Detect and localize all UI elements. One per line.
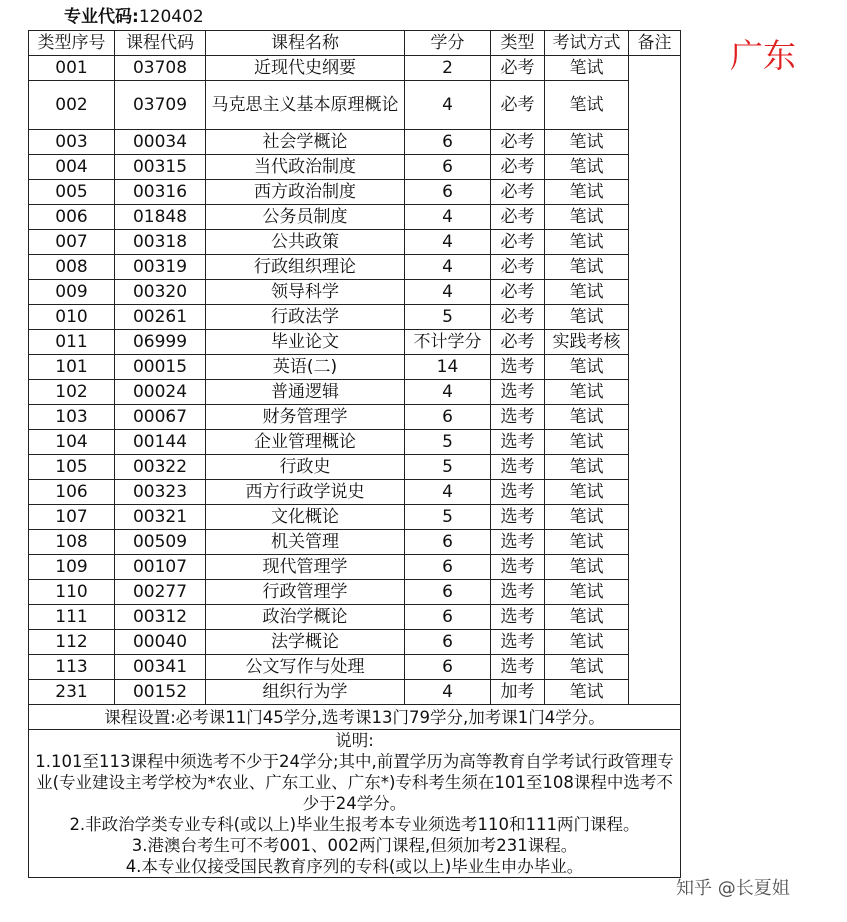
row-seq-cell: 231: [29, 680, 115, 705]
type-cell: 必考: [491, 330, 545, 355]
type-cell: 必考: [491, 155, 545, 180]
course-name-cell: 西方行政学说史: [206, 480, 405, 505]
row-seq-cell: 010: [29, 305, 115, 330]
exam-method-cell: 笔试: [545, 430, 629, 455]
credit-cell: 5: [405, 455, 491, 480]
course-name-cell: 企业管理概论: [206, 430, 405, 455]
note-item: 1.101至113课程中须选考不少于24学分;其中,前置学历为高等教育自学考试行政管理专业(专业建设主考学校为*农业、广东工业、广东*)专科考生须在101至108课程中选考不少于24学分。: [35, 752, 674, 813]
type-cell: 选考: [491, 355, 545, 380]
table-row: [29, 81, 681, 130]
type-cell: 必考: [491, 56, 545, 81]
type-cell: 必考: [491, 255, 545, 280]
course-name-cell: 公共政策: [206, 230, 405, 255]
course-name-cell: 现代管理学: [206, 555, 405, 580]
type-cell: 选考: [491, 505, 545, 530]
course-code-cell: 00323: [115, 480, 206, 505]
course-name-cell: 行政管理学: [206, 580, 405, 605]
header-cell: 课程代码: [115, 31, 206, 56]
row-seq-cell: 112: [29, 630, 115, 655]
course-table: [28, 30, 681, 878]
credit-cell: 6: [405, 180, 491, 205]
course-name-cell: 政治学概论: [206, 605, 405, 630]
table-row: [29, 155, 681, 180]
course-code-cell: 00040: [115, 630, 206, 655]
course-name-cell: 财务管理学: [206, 405, 405, 430]
credit-cell: 4: [405, 380, 491, 405]
type-cell: 选考: [491, 380, 545, 405]
table-row: [29, 405, 681, 430]
exam-method-cell: 笔试: [545, 280, 629, 305]
course-name-cell: 法学概论: [206, 630, 405, 655]
row-seq-cell: 102: [29, 380, 115, 405]
table-row: [29, 305, 681, 330]
course-name-cell: 行政史: [206, 455, 405, 480]
table-row: [29, 505, 681, 530]
credit-cell: 4: [405, 255, 491, 280]
region-label: 广东: [730, 36, 796, 75]
course-code-cell: 00277: [115, 580, 206, 605]
credit-cell: 6: [405, 530, 491, 555]
course-name-cell: 马克思主义基本原理概论: [206, 81, 405, 130]
course-name-cell: 组织行为学: [206, 680, 405, 705]
table-row: [29, 430, 681, 455]
table-row: [29, 330, 681, 355]
course-code-cell: 06999: [115, 330, 206, 355]
credit-cell: 6: [405, 130, 491, 155]
credit-cell: 5: [405, 430, 491, 455]
row-seq-cell: 103: [29, 405, 115, 430]
credit-cell: 4: [405, 680, 491, 705]
row-seq-cell: 002: [29, 81, 115, 130]
type-cell: 选考: [491, 430, 545, 455]
major-code: [64, 2, 204, 27]
row-seq-cell: 001: [29, 56, 115, 81]
exam-method-cell: 笔试: [545, 205, 629, 230]
row-seq-cell: 104: [29, 430, 115, 455]
course-name-cell: 公文写作与处理: [206, 655, 405, 680]
type-cell: 必考: [491, 280, 545, 305]
table-row: [29, 680, 681, 705]
header-cell: 课程名称: [206, 31, 405, 56]
row-seq-cell: 007: [29, 230, 115, 255]
course-name-cell: 领导科学: [206, 280, 405, 305]
table-row: [29, 180, 681, 205]
exam-method-cell: 笔试: [545, 230, 629, 255]
note-item: 2.非政治学类专业专科(或以上)毕业生报考本专业须选考110和111两门课程。: [69, 815, 640, 834]
credit-cell: 6: [405, 630, 491, 655]
note-item: 3.港澳台考生可不考001、002两门课程,但须加考231课程。: [131, 836, 578, 855]
course-code-cell: 00024: [115, 380, 206, 405]
course-summary: 课程设置:必考课11门45学分,选考课13门79学分,加考课1门4学分。: [29, 705, 681, 730]
header-cell: 考试方式: [545, 31, 629, 56]
exam-method-cell: 笔试: [545, 305, 629, 330]
type-cell: 选考: [491, 630, 545, 655]
course-code-cell: 00315: [115, 155, 206, 180]
course-name-cell: 机关管理: [206, 530, 405, 555]
table-row: [29, 605, 681, 630]
credit-cell: 4: [405, 230, 491, 255]
table-row: [29, 56, 681, 81]
row-seq-cell: 009: [29, 280, 115, 305]
exam-method-cell: 笔试: [545, 130, 629, 155]
exam-method-cell: 笔试: [545, 455, 629, 480]
course-code-cell: 00261: [115, 305, 206, 330]
remarks-cell: [629, 56, 681, 705]
exam-method-cell: 笔试: [545, 605, 629, 630]
course-name-cell: 英语(二): [206, 355, 405, 380]
row-seq-cell: 105: [29, 455, 115, 480]
credit-cell: 6: [405, 580, 491, 605]
credit-cell: 6: [405, 605, 491, 630]
table-row: [29, 230, 681, 255]
course-code-cell: 00067: [115, 405, 206, 430]
credit-cell: 6: [405, 405, 491, 430]
course-code-cell: 00034: [115, 130, 206, 155]
type-cell: 必考: [491, 305, 545, 330]
course-code-cell: 00341: [115, 655, 206, 680]
header-cell: 类型: [491, 31, 545, 56]
course-code-cell: 00509: [115, 530, 206, 555]
credit-cell: 5: [405, 505, 491, 530]
header-cell: 类型序号: [29, 31, 115, 56]
type-cell: 选考: [491, 530, 545, 555]
course-code-cell: 01848: [115, 205, 206, 230]
table-row: [29, 630, 681, 655]
credit-cell: 6: [405, 655, 491, 680]
course-code-cell: 00015: [115, 355, 206, 380]
row-seq-cell: 006: [29, 205, 115, 230]
credit-cell: 14: [405, 355, 491, 380]
row-seq-cell: 107: [29, 505, 115, 530]
row-seq-cell: 109: [29, 555, 115, 580]
course-code-cell: 00152: [115, 680, 206, 705]
table-row: [29, 580, 681, 605]
type-cell: 选考: [491, 455, 545, 480]
note-item: 4.本专业仅接受国民教育序列的专科(或以上)毕业生申办毕业。: [125, 857, 584, 876]
type-cell: 必考: [491, 81, 545, 130]
row-seq-cell: 011: [29, 330, 115, 355]
credit-cell: 5: [405, 305, 491, 330]
major-code-value: 120402: [138, 7, 204, 27]
credit-cell: 不计学分: [405, 330, 491, 355]
header-cell: 学分: [405, 31, 491, 56]
course-name-cell: 行政法学: [206, 305, 405, 330]
header-cell: 备注: [629, 31, 681, 56]
table-row: [29, 530, 681, 555]
credit-cell: 6: [405, 155, 491, 180]
major-code-label: 专业代码:: [64, 7, 139, 27]
exam-method-cell: 笔试: [545, 255, 629, 280]
type-cell: 必考: [491, 205, 545, 230]
course-name-cell: 社会学概论: [206, 130, 405, 155]
table-row: [29, 130, 681, 155]
row-seq-cell: 111: [29, 605, 115, 630]
credit-cell: 4: [405, 205, 491, 230]
table-row: [29, 255, 681, 280]
type-cell: 选考: [491, 580, 545, 605]
table-row: [29, 355, 681, 380]
course-code-cell: 00318: [115, 230, 206, 255]
row-seq-cell: 106: [29, 480, 115, 505]
exam-method-cell: 笔试: [545, 56, 629, 81]
course-code-cell: 00322: [115, 455, 206, 480]
course-code-cell: 00319: [115, 255, 206, 280]
exam-method-cell: 笔试: [545, 405, 629, 430]
table-row: [29, 455, 681, 480]
course-name-cell: 行政组织理论: [206, 255, 405, 280]
course-code-cell: 00107: [115, 555, 206, 580]
course-code-cell: 03708: [115, 56, 206, 81]
course-name-cell: 公务员制度: [206, 205, 405, 230]
table-row: [29, 280, 681, 305]
row-seq-cell: 008: [29, 255, 115, 280]
type-cell: 选考: [491, 405, 545, 430]
exam-method-cell: 笔试: [545, 680, 629, 705]
exam-method-cell: 笔试: [545, 530, 629, 555]
credit-cell: 4: [405, 280, 491, 305]
type-cell: 加考: [491, 680, 545, 705]
credit-cell: 6: [405, 555, 491, 580]
type-cell: 选考: [491, 480, 545, 505]
exam-method-cell: 笔试: [545, 655, 629, 680]
notes-title: 说明:: [335, 731, 374, 750]
course-name-cell: 毕业论文: [206, 330, 405, 355]
table-header-row: [29, 31, 681, 56]
course-name-cell: 普通逻辑: [206, 380, 405, 405]
course-name-cell: 文化概论: [206, 505, 405, 530]
type-cell: 选考: [491, 655, 545, 680]
type-cell: 必考: [491, 130, 545, 155]
course-code-cell: 00320: [115, 280, 206, 305]
credit-cell: 4: [405, 81, 491, 130]
type-cell: 选考: [491, 555, 545, 580]
table-row: [29, 655, 681, 680]
course-code-cell: 00312: [115, 605, 206, 630]
type-cell: 必考: [491, 230, 545, 255]
course-name-cell: 西方政治制度: [206, 180, 405, 205]
row-seq-cell: 110: [29, 580, 115, 605]
course-name-cell: 当代政治制度: [206, 155, 405, 180]
course-code-cell: 00316: [115, 180, 206, 205]
exam-method-cell: 笔试: [545, 630, 629, 655]
exam-method-cell: 笔试: [545, 480, 629, 505]
exam-method-cell: 笔试: [545, 355, 629, 380]
exam-method-cell: 笔试: [545, 555, 629, 580]
exam-method-cell: 笔试: [545, 180, 629, 205]
course-code-cell: 00144: [115, 430, 206, 455]
course-code-cell: 03709: [115, 81, 206, 130]
table-row: [29, 480, 681, 505]
exam-method-cell: 笔试: [545, 505, 629, 530]
watermark: 知乎 @长夏姐: [676, 878, 790, 899]
table-row: [29, 555, 681, 580]
row-seq-cell: 113: [29, 655, 115, 680]
exam-method-cell: 笔试: [545, 380, 629, 405]
exam-method-cell: 笔试: [545, 81, 629, 130]
course-name-cell: 近现代史纲要: [206, 56, 405, 81]
row-seq-cell: 101: [29, 355, 115, 380]
exam-method-cell: 笔试: [545, 580, 629, 605]
type-cell: 必考: [491, 180, 545, 205]
course-code-cell: 00321: [115, 505, 206, 530]
exam-method-cell: 实践考核: [545, 330, 629, 355]
notes-block: [29, 730, 681, 878]
credit-cell: 2: [405, 56, 491, 81]
row-seq-cell: 005: [29, 180, 115, 205]
row-seq-cell: 108: [29, 530, 115, 555]
exam-method-cell: 笔试: [545, 155, 629, 180]
row-seq-cell: 003: [29, 130, 115, 155]
type-cell: 选考: [491, 605, 545, 630]
credit-cell: 4: [405, 480, 491, 505]
table-row: [29, 380, 681, 405]
table-row: [29, 205, 681, 230]
row-seq-cell: 004: [29, 155, 115, 180]
